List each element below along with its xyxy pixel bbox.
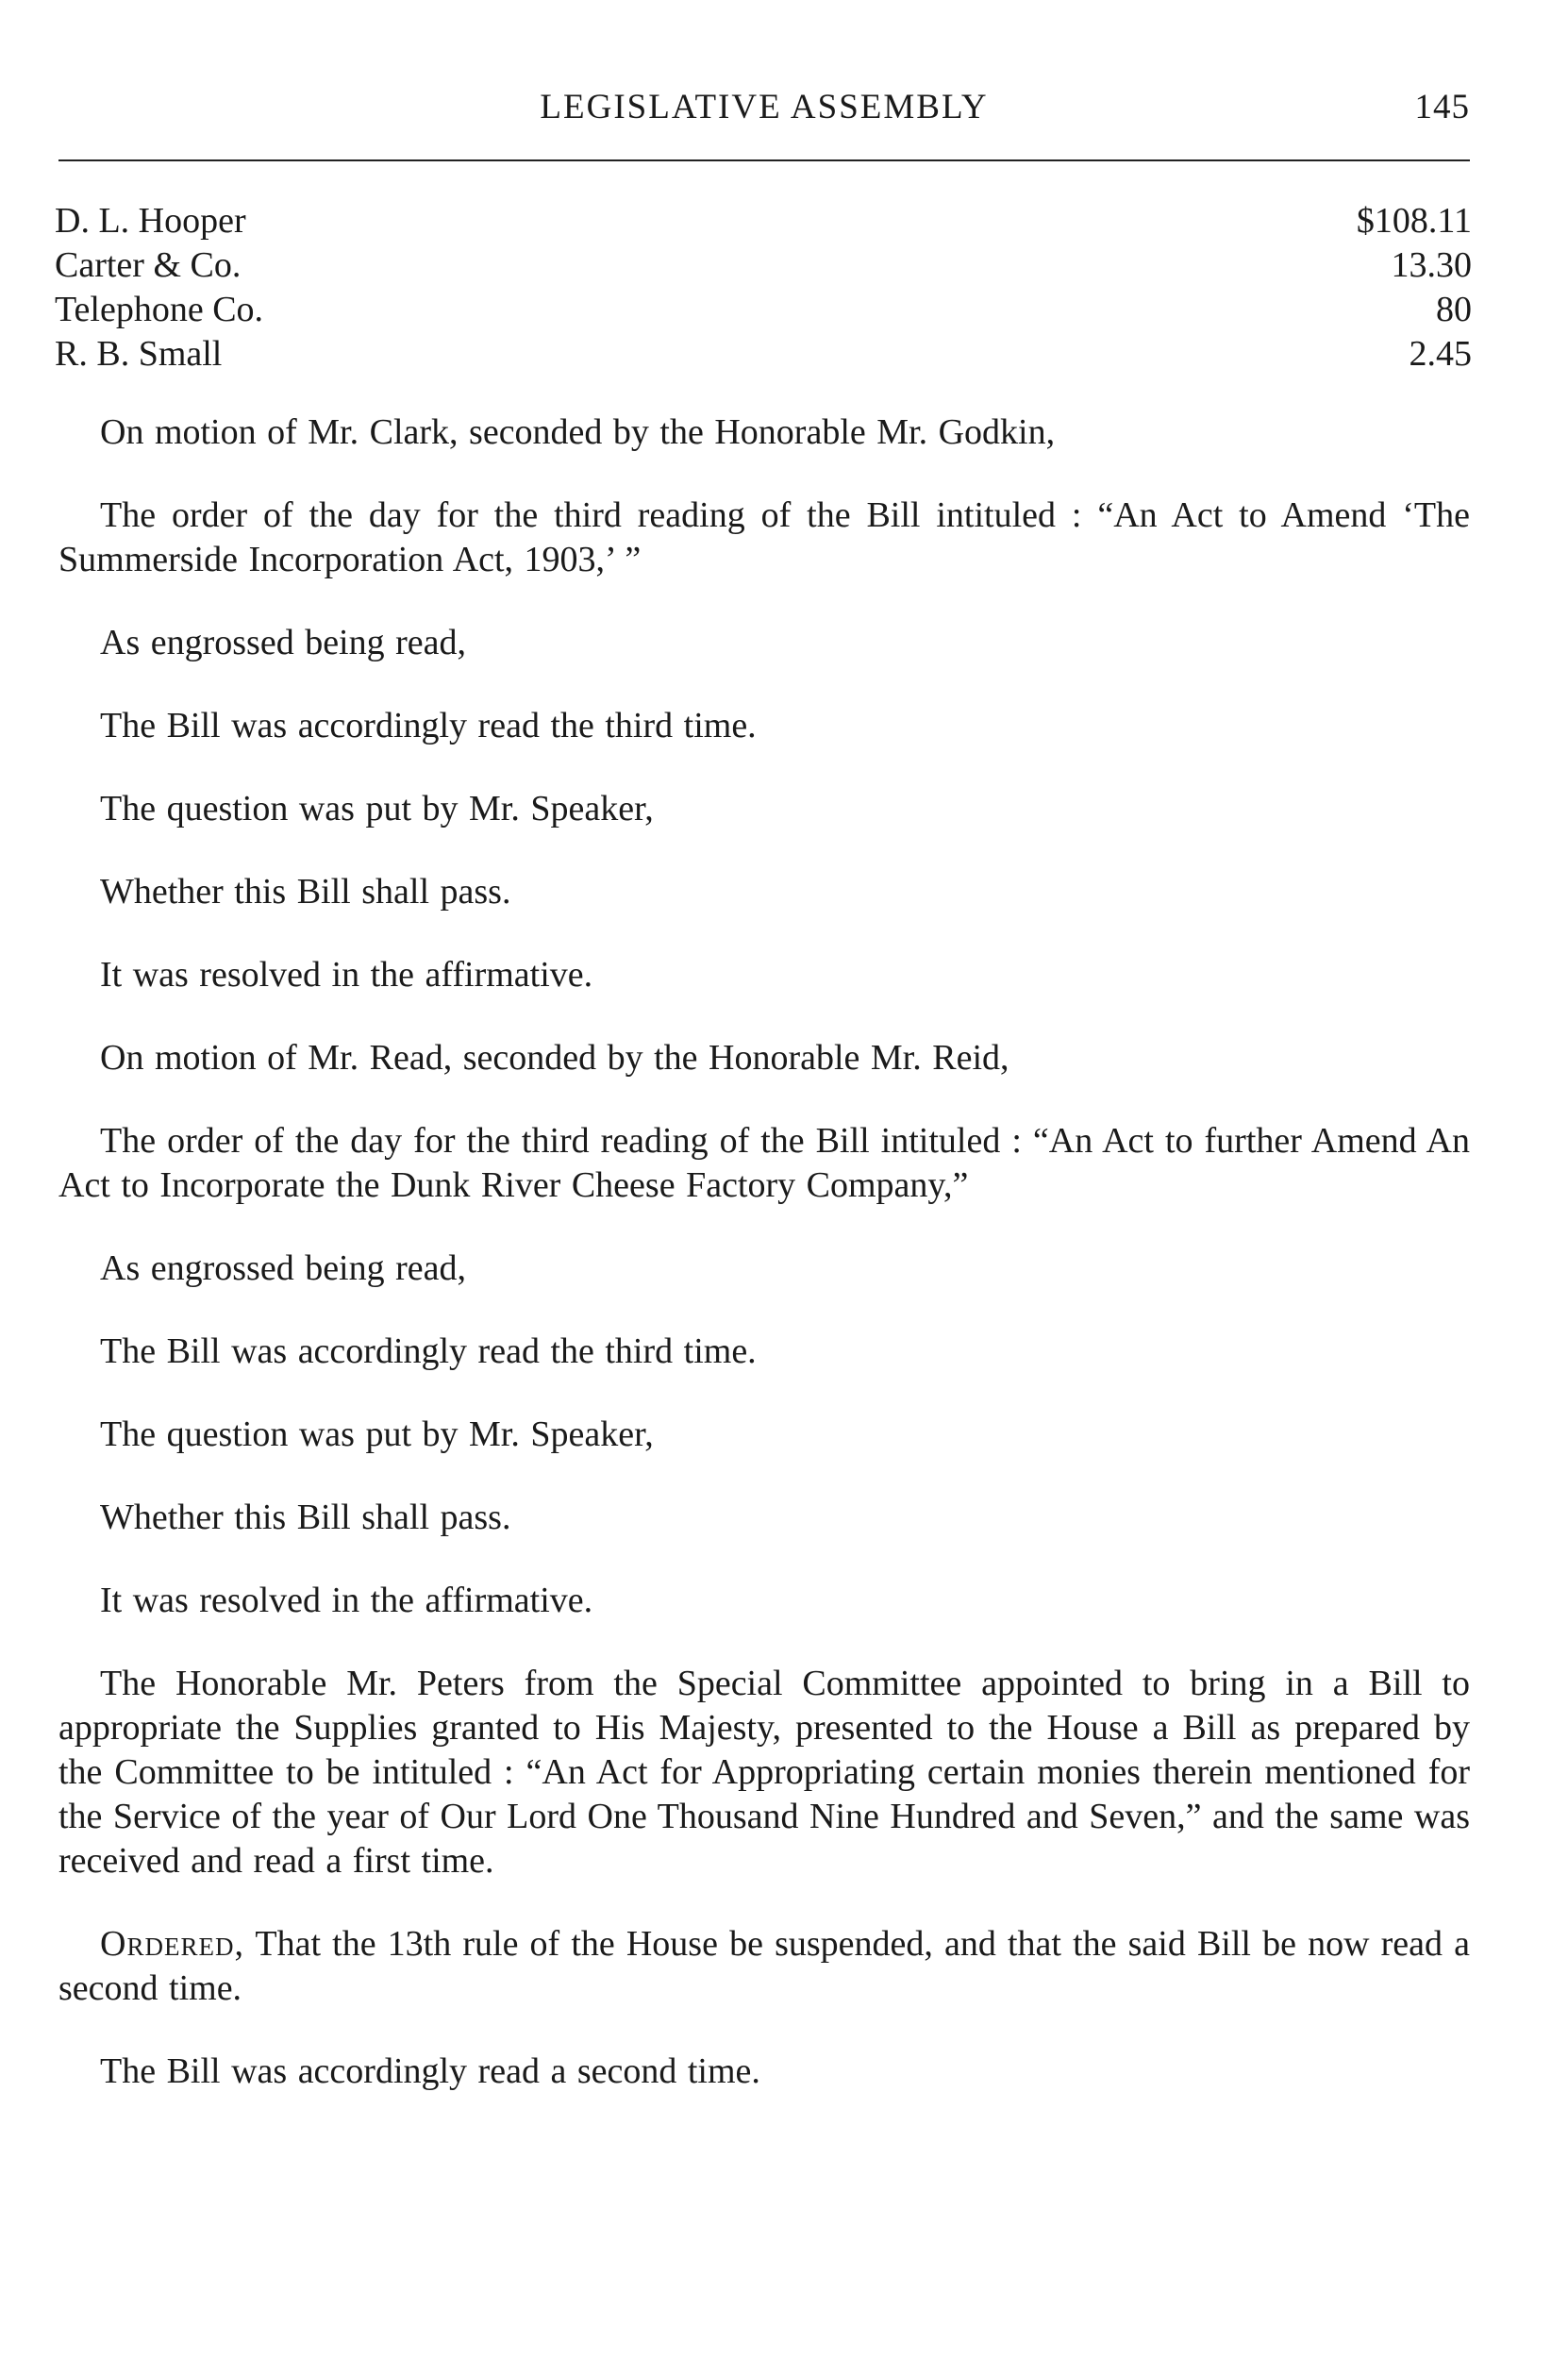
paragraph: It was resolved in the affirmative. bbox=[100, 1581, 593, 1620]
running-head bbox=[58, 87, 1470, 140]
paragraph: Whether this Bill shall pass. bbox=[100, 1498, 511, 1537]
ledger-row bbox=[55, 333, 1472, 377]
paragraph: The Bill was accordingly read the third time. bbox=[100, 1331, 757, 1371]
paragraph: As engrossed being read, bbox=[100, 1248, 467, 1288]
ledger-row bbox=[55, 289, 1472, 333]
ledger-amount: $108.11 bbox=[1356, 201, 1472, 241]
ledger-amount: 13.30 bbox=[1391, 245, 1472, 285]
paragraph: The Bill was accordingly read the third time. bbox=[100, 706, 757, 745]
paragraph: The order of the day for the third reading of the Bill intituled : “An Act to further Amend An Act to Incorporate the Dunk River Cheese Factory Company,” bbox=[58, 1121, 1470, 1205]
paragraph: Whether this Bill shall pass. bbox=[100, 872, 511, 912]
ordered-paragraph bbox=[58, 1922, 1470, 2011]
ledger-amount: 2.45 bbox=[1409, 334, 1472, 374]
paragraph: On motion of Mr. Clark, seconded by the Honorable Mr. Godkin, bbox=[100, 412, 1056, 452]
ordered-text: That the 13th rule of the House be suspended, and that the said Bill be now read a second time. bbox=[58, 1924, 1470, 2008]
paragraph: The Bill was accordingly read a second time. bbox=[100, 2051, 760, 2091]
paragraph: The question was put by Mr. Speaker, bbox=[100, 1414, 654, 1454]
paragraph: The question was put by Mr. Speaker, bbox=[100, 789, 654, 829]
payment-ledger bbox=[55, 200, 1472, 377]
ledger-payee: D. L. Hooper bbox=[55, 201, 246, 241]
ordered-lead: Ordered, bbox=[100, 1924, 244, 1964]
ledger-amount: 80 bbox=[1436, 290, 1472, 329]
page-title: LEGISLATIVE ASSEMBLY bbox=[540, 88, 989, 126]
paragraph: The order of the day for the third reading of the Bill intituled : “An Act to Amend ‘The Summerside Incorporation Act, 1903,’ ” bbox=[58, 495, 1470, 579]
ledger-payee: Telephone Co. bbox=[55, 290, 264, 329]
paragraph: As engrossed being read, bbox=[100, 623, 467, 662]
ledger-payee: R. B. Small bbox=[55, 334, 223, 374]
page-number: 145 bbox=[1414, 88, 1470, 126]
ledger-row bbox=[55, 200, 1472, 244]
paragraph: It was resolved in the affirmative. bbox=[100, 955, 593, 995]
paragraph: The Honorable Mr. Peters from the Special Committee appointed to bring in a Bill to appropriate the Supplies granted to His Majesty, presented to the House a Bill as prepared by the Committee to be intituled : “An Act for Appropriating certain monies therein mentioned for the Service of the year of Our Lord One Thousand Nine Hundred and Seven,” and the same was received and read a first time. bbox=[58, 1664, 1470, 1881]
paragraph: On motion of Mr. Read, seconded by the Honorable Mr. Reid, bbox=[100, 1038, 1009, 1078]
proceedings-text bbox=[58, 410, 1470, 2133]
ledger-row bbox=[55, 244, 1472, 289]
ledger-payee: Carter & Co. bbox=[55, 245, 242, 285]
header-rule bbox=[58, 159, 1470, 161]
